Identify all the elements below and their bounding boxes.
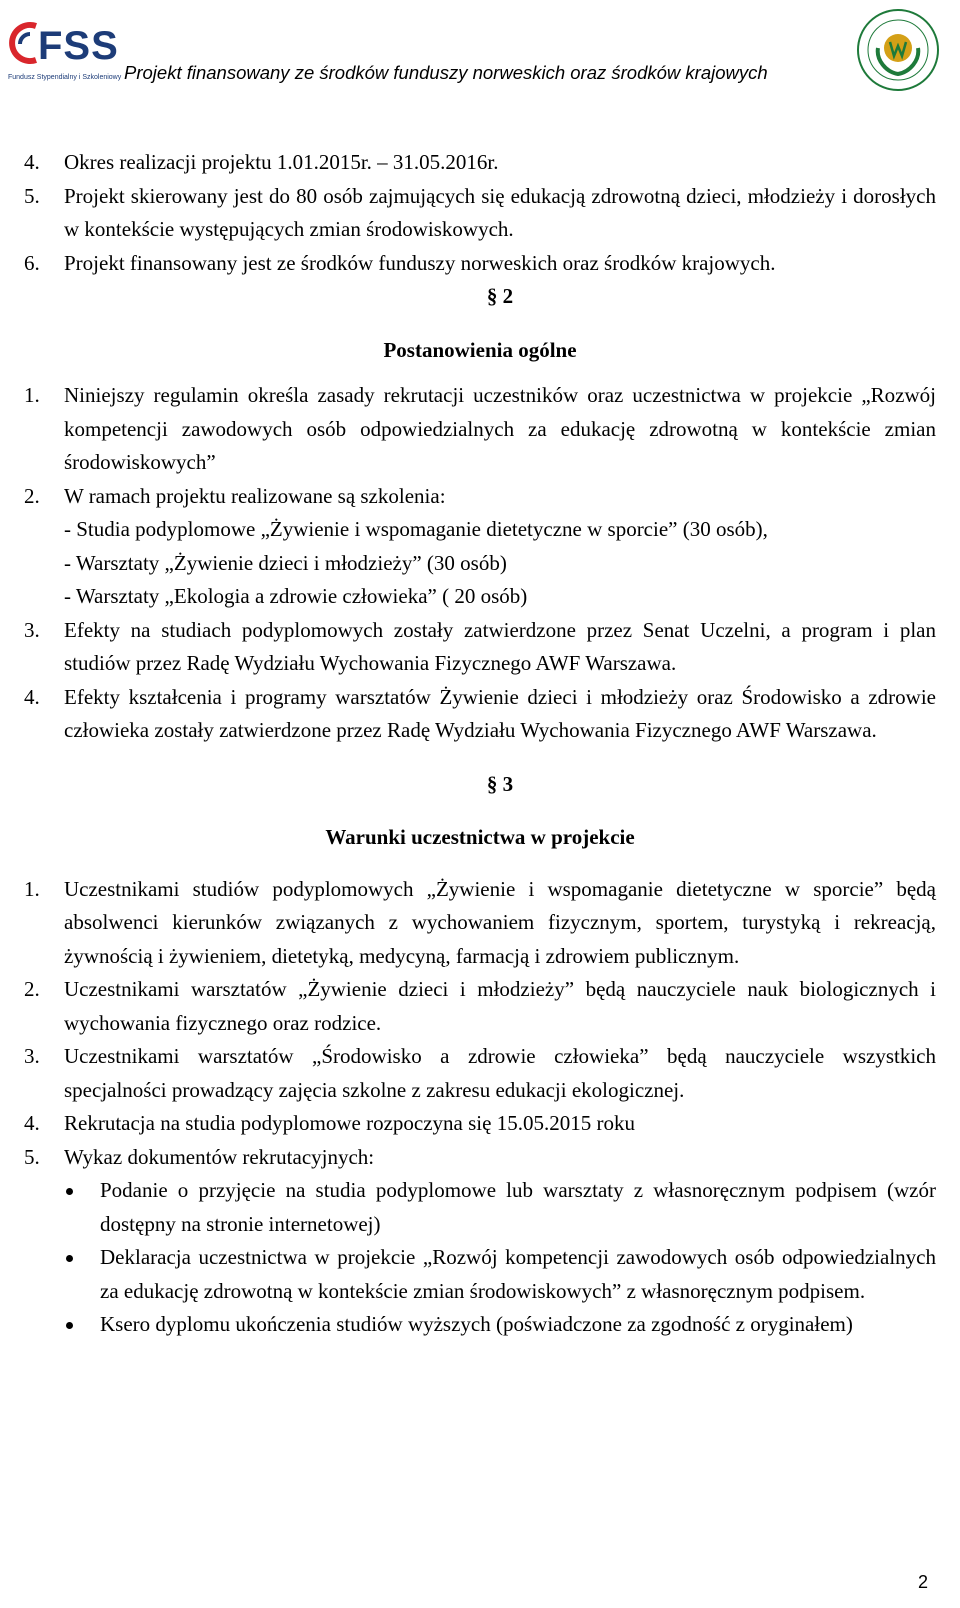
list-item: 4. Efekty kształcenia i programy warsztatów Żywienie dzieci i młodzieży oraz Środowisko a zdrowie człowieka zostały zatwierdzone przez Radę Wydziału Wychowania Fizycznego AWF Warszawa. [24, 684, 936, 742]
training-item: - Warsztaty „Żywienie dzieci i młodzieży” (30 osób) [64, 550, 507, 575]
section-mark: § 3 [486, 771, 514, 796]
page-header [0, 0, 960, 100]
bullet-icon [66, 1255, 73, 1262]
list-item: 2. W ramach projektu realizowane są szkolenia: [24, 483, 446, 508]
header-title: Projekt finansowany ze środków funduszy norweskich oraz środków krajowych [124, 62, 768, 83]
list-item: 1. Uczestnikami studiów podyplomowych „Żywienie i wspomaganie dietetyczne w sporcie” będą absolwenci kierunków związanych z wychowaniem fizycznym, sportem, turystyką i rekreacją, żywnością i żywieniem, dietetyką, medycyną, farmacją i zdrowiem publicznym. [24, 876, 936, 968]
bullet-icon [66, 1322, 73, 1329]
list-item: 5. Projekt skierowany jest do 80 osób zajmujących się edukacją zdrowotną dzieci, młodzieży i dorosłych w kontekście występujących zmian środowiskowych. [24, 183, 936, 241]
fss-logo-subtitle: Fundusz Stypendialny i Szkoleniowy [8, 74, 122, 81]
list-item: 2. Uczestnikami warsztatów „Żywienie dzieci i młodzieży” będą nauczyciele nauk biologicznych i wychowania fizycznego oraz rodzice. [24, 977, 936, 1035]
document-bullet: Podanie o przyjęcie na studia podyplomowe lub warsztaty z własnoręcznym podpisem (wzór dostępny na stronie internetowej) [24, 1174, 936, 1241]
fss-logo [6, 14, 122, 81]
training-item: - Studia podyplomowe „Żywienie i wspomaganie dietetyczne w sporcie” (30 osób), [64, 517, 768, 541]
list-item: 4. Rekrutacja na studia podyplomowe rozpoczyna się 15.05.2015 roku [24, 1111, 635, 1135]
document-bullet: Deklaracja uczestnictwa w projekcie „Rozwój kompetencji zawodowych osób odpowiedzialnych za edukację zdrowotną w kontekście zmian środowiskowych” z własnoręcznym podpisem. [24, 1241, 936, 1308]
list-item: 5. Wykaz dokumentów rekrutacyjnych: [24, 1144, 375, 1169]
training-item: - Warsztaty „Ekologia a zdrowie człowieka” ( 20 osób) [64, 584, 528, 608]
page-number: 2 [918, 1572, 929, 1592]
list-item: 3. Efekty na studiach podyplomowych zostały zatwierdzone przez Senat Uczelni, a program i plan studiów przez Radę Wydziału Wychowania Fizycznego AWF Warszawa. [24, 617, 936, 675]
section-heading: Postanowienia ogólne [383, 337, 577, 362]
document-bullet: Ksero dyplomu ukończenia studiów wyższych (poświadczone za zgodność z oryginałem) [24, 1308, 936, 1342]
bullet-icon [66, 1188, 73, 1195]
list-item: 3. Uczestnikami warsztatów „Środowisko a zdrowie człowieka” będą nauczyciele wszystkich specjalności prowadzący zajęcia szkolne z zakresu edukacji ekologicznej. [24, 1044, 936, 1102]
document-body [24, 146, 936, 1342]
fss-logo-text: FSS [38, 24, 119, 68]
awf-emblem-icon [856, 8, 940, 92]
list-item: 4. Okres realizacji projektu 1.01.2015r. – 31.05.2016r. [24, 150, 499, 174]
section-heading: Warunki uczestnictwa w projekcie [325, 825, 635, 849]
list-item: 1. Niniejszy regulamin określa zasady rekrutacji uczestników oraz uczestnictwa w projekcie „Rozwój kompetencji zawodowych osób odpowiedzialnych za edukację zdrowotną w kontekście zmian środowiskowych” [24, 383, 936, 474]
list-item: 6. Projekt finansowany jest ze środków funduszy norweskich oraz środków krajowych. [24, 250, 776, 275]
section-mark: § 2 [486, 284, 514, 308]
